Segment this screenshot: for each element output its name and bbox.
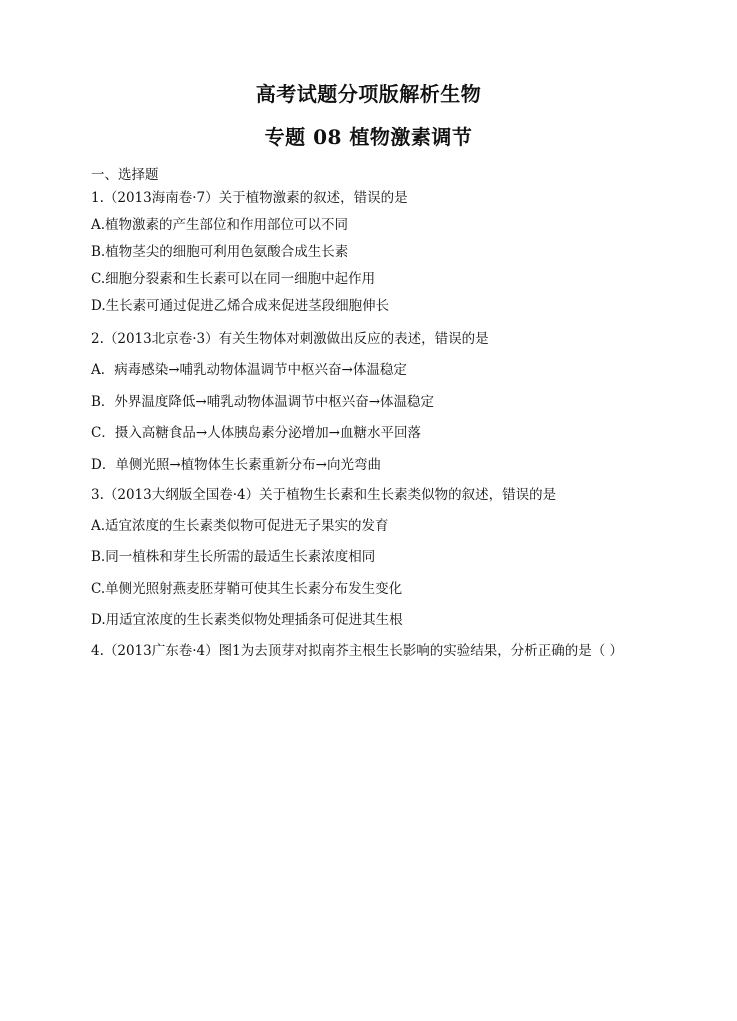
question-2-option-b: B．外界温度降低→哺乳动物体温调节中枢兴奋→体温稳定 xyxy=(91,394,435,410)
document-subtitle: 专题 08 植物激素调节 xyxy=(264,125,473,149)
question-2-stem: 2.（2013北京卷·3）有关生物体对刺激做出反应的表述，错误的是 xyxy=(91,331,489,347)
question-1-option-a: A.植物激素的产生部位和作用部位可以不同 xyxy=(91,217,349,233)
question-3-option-a: A.适宜浓度的生长素类似物可促进无子果实的发育 xyxy=(91,518,389,534)
question-1-option-b: B.植物茎尖的细胞可利用色氨酸合成生长素 xyxy=(91,244,349,260)
section-heading: 一、选择题 xyxy=(91,167,159,183)
question-2-option-a: A．病毒感染→哺乳动物体温调节中枢兴奋→体温稳定 xyxy=(91,362,407,378)
question-2-option-d: D．单侧光照→植物体生长素重新分布→向光弯曲 xyxy=(91,457,381,473)
question-1-option-c: C.细胞分裂素和生长素可以在同一细胞中起作用 xyxy=(91,271,376,287)
question-4-stem: 4.（2013广东卷·4）图1为去顶芽对拟南芥主根生长影响的实验结果，分析正确的是（ ） xyxy=(91,643,623,659)
question-2-option-c: C．摄入高糖食品→人体胰岛素分泌增加→血糖水平回落 xyxy=(91,425,421,441)
question-3-option-d: D.用适宜浓度的生长素类似物处理插条可促进其生根 xyxy=(91,612,403,628)
question-3-option-b: B.同一植株和芽生长所需的最适生长素浓度相同 xyxy=(91,549,376,565)
question-1-option-d: D.生长素可通过促进乙烯合成来促进茎段细胞伸长 xyxy=(91,298,390,314)
question-3-option-c: C.单侧光照射燕麦胚芽鞘可使其生长素分布发生变化 xyxy=(91,581,403,597)
question-3-stem: 3.（2013大纲版全国卷·4）关于植物生长素和生长素类似物的叙述，错误的是 xyxy=(91,487,557,503)
question-1-stem: 1.（2013海南卷·7）关于植物激素的叙述，错误的是 xyxy=(91,190,408,206)
document-title: 高考试题分项版解析生物 xyxy=(255,82,482,106)
